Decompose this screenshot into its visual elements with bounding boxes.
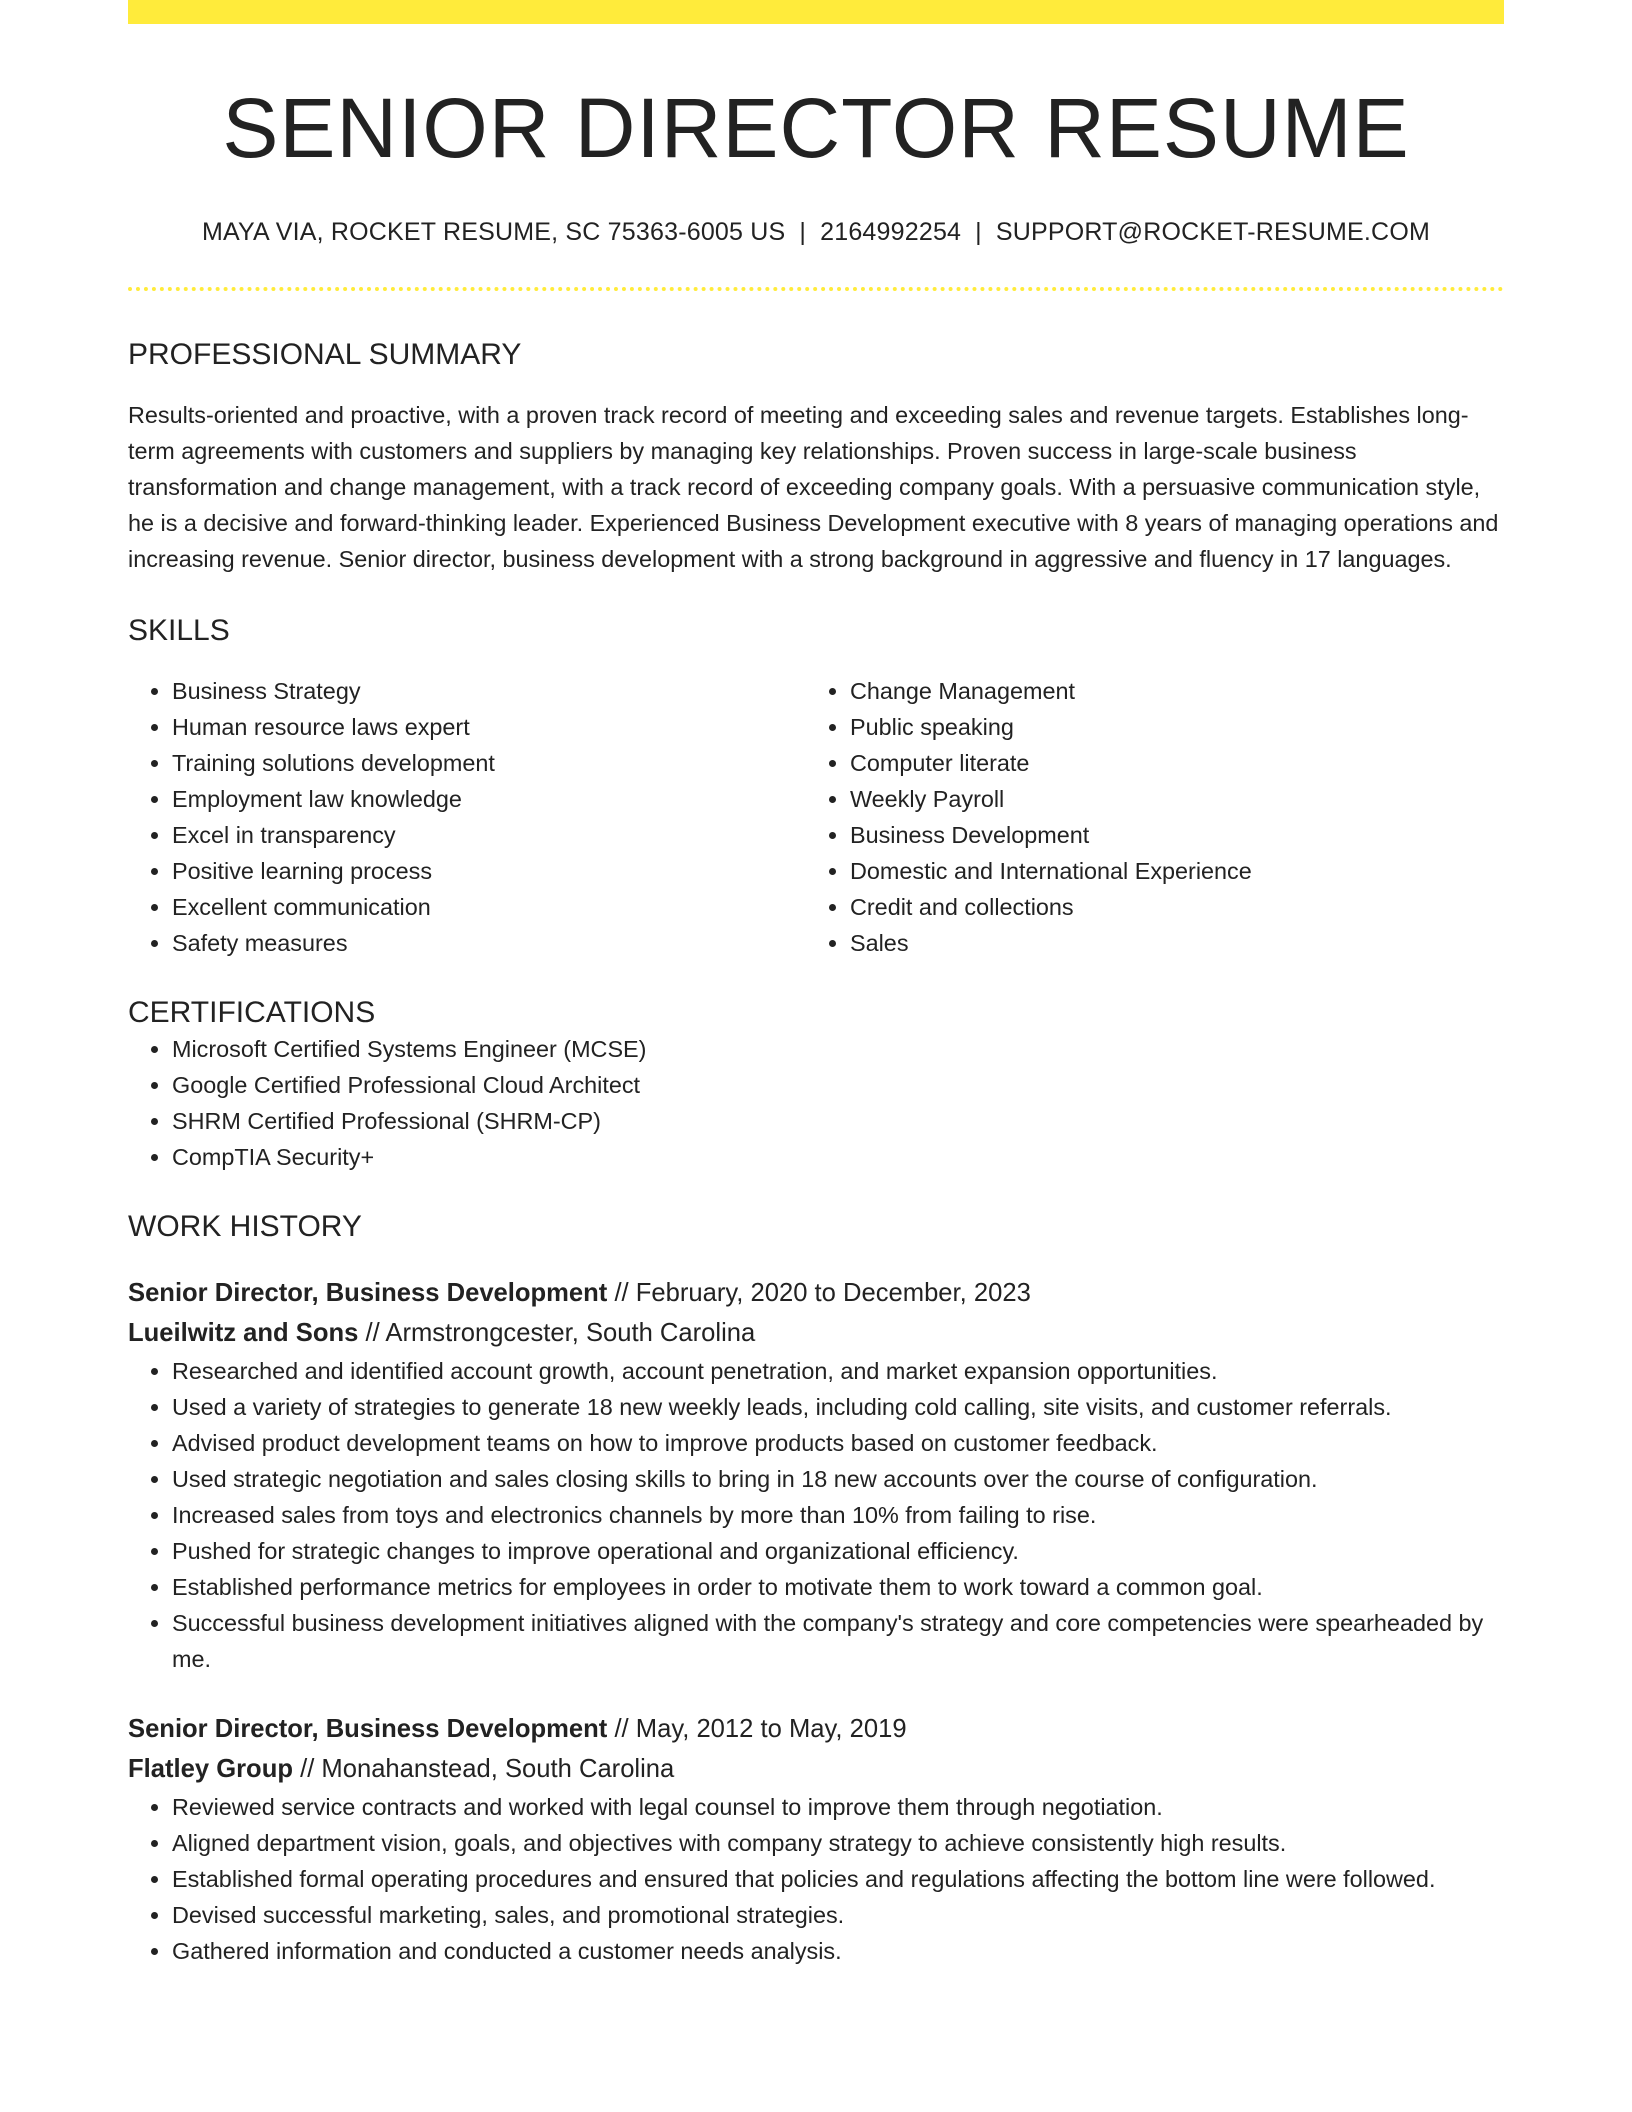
skill-item: • Sales [850, 925, 1484, 961]
skills-list-left [128, 673, 806, 961]
job-title-line [128, 1709, 1504, 1749]
job-bullet: • Increased sales from toys and electronics channels by more than 10% from failing to rise. [172, 1497, 1504, 1533]
contact-address: MAYA VIA, ROCKET RESUME, SC 75363-6005 US [201, 218, 786, 247]
skills-column-right [806, 673, 1484, 961]
certifications-list [128, 1031, 1504, 1175]
job-bullet: • Aligned department vision, goals, and objectives with company strategy to achieve consistently high results. [172, 1825, 1504, 1861]
skill-item: • Safety measures [172, 925, 806, 961]
job-title: Senior Director, Business Development [128, 1714, 608, 1743]
skill-item: • Excellent communication [172, 889, 806, 925]
certification-item: • SHRM Certified Professional (SHRM-CP) [172, 1103, 1504, 1139]
summary-heading: PROFESSIONAL SUMMARY [128, 337, 522, 371]
job-bullet: • Established performance metrics for employees in order to motivate them to work toward a common goal. [172, 1569, 1504, 1605]
contact-phone: 2164992254 [820, 218, 962, 247]
job-bullet: • Pushed for strategic changes to improve operational and organizational efficiency. [172, 1533, 1504, 1569]
job-responsibilities [128, 1789, 1504, 1969]
job-entry [128, 1273, 1504, 1677]
job-location: // Monahanstead, South Carolina [292, 1754, 675, 1783]
header-divider [128, 287, 1504, 291]
certification-item: • Google Certified Professional Cloud Architect [172, 1067, 1504, 1103]
certification-item: • Microsoft Certified Systems Engineer (MCSE) [172, 1031, 1504, 1067]
skills-grid [128, 673, 1504, 961]
job-company: Flatley Group [128, 1754, 293, 1783]
job-bullet: • Reviewed service contracts and worked with legal counsel to improve them through negotiation. [172, 1789, 1504, 1825]
top-accent-bar [128, 0, 1504, 24]
job-responsibilities [128, 1353, 1504, 1677]
skill-item: • Public speaking [850, 709, 1484, 745]
contact-separator: | [975, 218, 982, 247]
job-bullet: • Devised successful marketing, sales, and promotional strategies. [172, 1897, 1504, 1933]
job-header [128, 1273, 1504, 1353]
contact-separator: | [799, 218, 807, 247]
job-dates: // February, 2020 to December, 2023 [607, 1278, 1031, 1307]
job-company: Lueilwitz and Sons [128, 1318, 359, 1347]
job-title: Senior Director, Business Development [128, 1278, 608, 1307]
job-bullet: • Used strategic negotiation and sales closing skills to bring in 18 new accounts over the course of configuration. [172, 1461, 1504, 1497]
contact-email: SUPPORT@ROCKET-RESUME.COM [995, 218, 1430, 247]
job-title-line [128, 1273, 1504, 1313]
job-bullet: • Advised product development teams on how to improve products based on customer feedback. [172, 1425, 1504, 1461]
skill-item: • Employment law knowledge [172, 781, 806, 817]
skill-item: • Human resource laws expert [172, 709, 806, 745]
contact-line [128, 216, 1504, 249]
skill-item: • Positive learning process [172, 853, 806, 889]
resume-title: SENIOR DIRECTOR RESUME [222, 81, 1410, 175]
job-header [128, 1709, 1504, 1789]
skill-item: • Domestic and International Experience [850, 853, 1484, 889]
job-dates: // May, 2012 to May, 2019 [607, 1714, 907, 1743]
job-entry [128, 1709, 1504, 1969]
skills-heading: SKILLS [128, 613, 230, 647]
job-location: // Armstrongcester, South Carolina [358, 1318, 756, 1347]
skills-list-right [806, 673, 1484, 961]
job-bullet: • Successful business development initiatives aligned with the company's strategy and core competencies were spearheaded by me. [172, 1605, 1504, 1677]
job-bullet: • Established formal operating procedures and ensured that policies and regulations affecting the bottom line were followed. [172, 1861, 1504, 1897]
certifications-heading: CERTIFICATIONS [128, 995, 376, 1029]
skill-item: • Credit and collections [850, 889, 1484, 925]
skills-column-left [128, 673, 806, 961]
job-bullet: • Researched and identified account growth, account penetration, and market expansion opportunities. [172, 1353, 1504, 1389]
skill-item: • Change Management [850, 673, 1484, 709]
work-history-heading: WORK HISTORY [128, 1209, 362, 1243]
skill-item: • Business Strategy [172, 673, 806, 709]
job-bullet: • Gathered information and conducted a customer needs analysis. [172, 1933, 1504, 1969]
job-bullet: • Used a variety of strategies to generate 18 new weekly leads, including cold calling, site visits, and customer referrals. [172, 1389, 1504, 1425]
skill-item: • Computer literate [850, 745, 1484, 781]
skill-item: • Excel in transparency [172, 817, 806, 853]
job-company-line [128, 1313, 1504, 1353]
skill-item: • Weekly Payroll [850, 781, 1484, 817]
job-company-line [128, 1749, 1504, 1789]
certification-item: • CompTIA Security+ [172, 1139, 1504, 1175]
summary-text: Results-oriented and proactive, with a proven track record of meeting and exceeding sales and revenue targets. Establishes long-term agreements with customers and suppliers by managing key relationships. Proven success in large-scale business transformation and change management, with a track record of exceeding company goals. With a persuasive communication style, he is a decisive and forward-thinking leader. Experienced Business Development executive with 8 years of managing operations and increasing revenue. Senior director, business development with a strong background in aggressive and fluency in 17 languages. [128, 401, 1499, 572]
skill-item: • Training solutions development [172, 745, 806, 781]
resume-page [128, 0, 1504, 1969]
skill-item: • Business Development [850, 817, 1484, 853]
